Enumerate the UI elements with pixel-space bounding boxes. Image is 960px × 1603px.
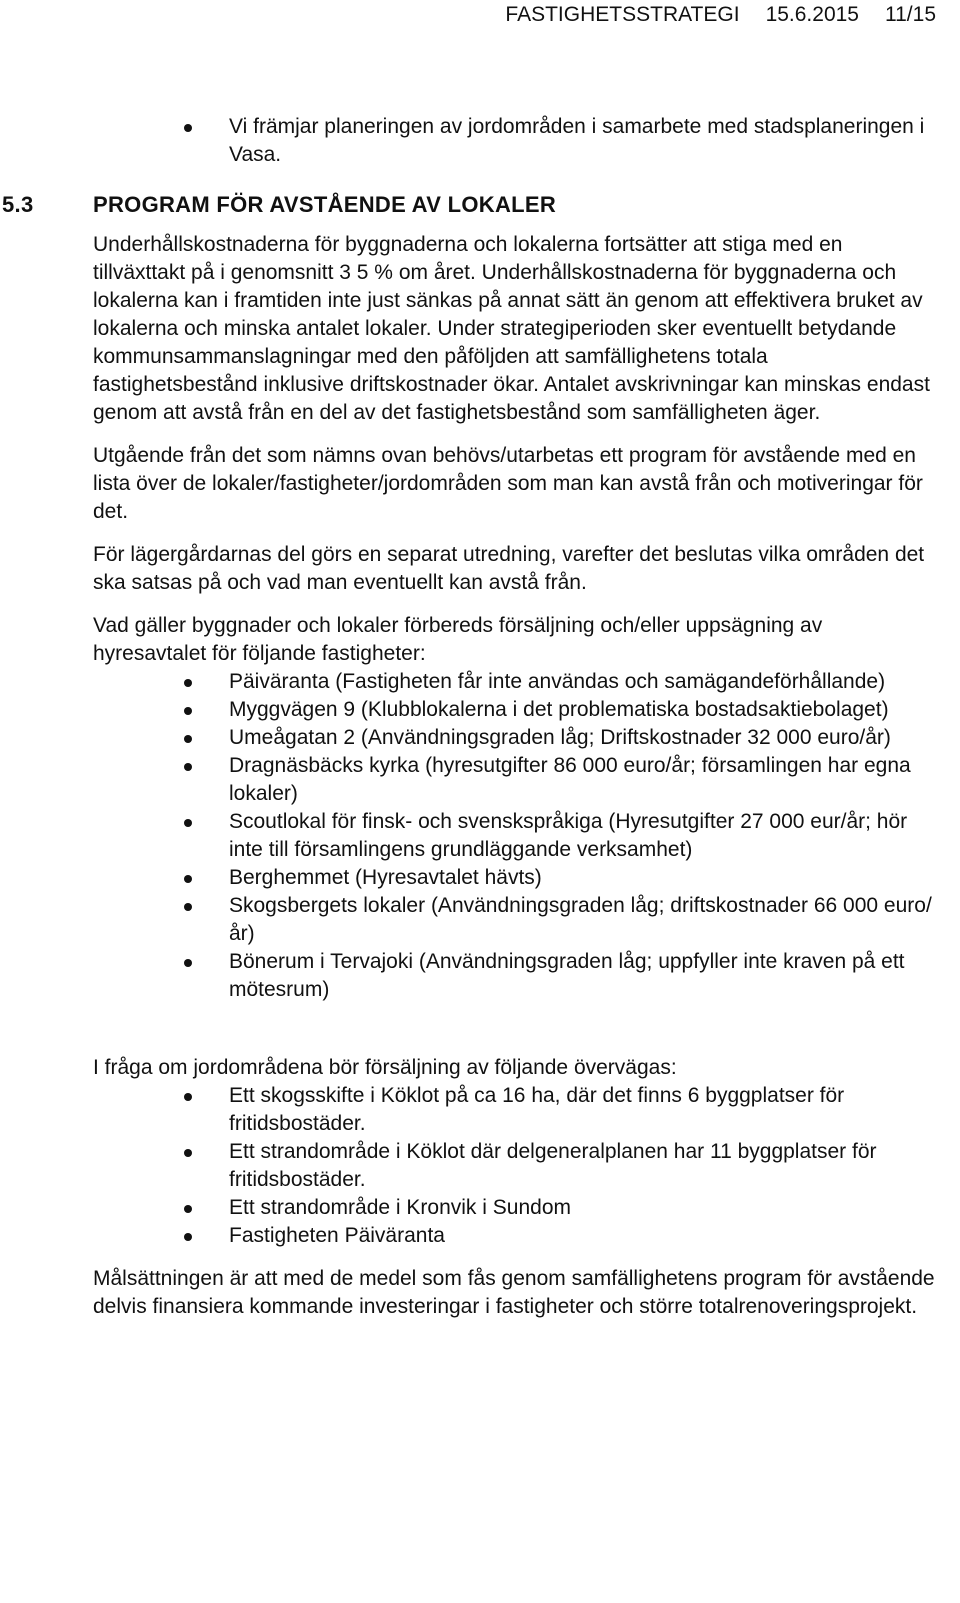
list-item: Scoutlokal för finsk- och svenskspråkiga (Hyresutgifter 27 000 eur/år; hör inte till församlingens grundläggande verksamhet) bbox=[93, 808, 935, 864]
header-title: FASTIGHETSSTRATEGI bbox=[505, 3, 740, 26]
section-heading bbox=[2, 191, 935, 219]
list-item: Ett skogsskifte i Köklot på ca 16 ha, där det finns 6 byggplatser för fritidsbostäder. bbox=[93, 1082, 935, 1138]
list-item: Skogsbergets lokaler (Användningsgraden låg; driftskostnader 66 000 euro/år) bbox=[93, 892, 935, 948]
list-item: Vi främjar planeringen av jordområden i samarbete med stadsplaneringen i Vasa. bbox=[93, 113, 935, 169]
page-header bbox=[505, 2, 936, 28]
paragraph-buildings-intro: Vad gäller byggnader och lokaler förbereds försäljning och/eller uppsägning av hyresavtalet för följande fastigheter: bbox=[93, 614, 823, 665]
paragraph-land-intro: I fråga om jordområdena bör försäljning av följande övervägas: bbox=[93, 1056, 677, 1079]
paragraph-camp-farms: För lägergårdarnas del görs en separat utredning, varefter det beslutas vilka områden det ska satsas på och vad man eventuellt kan avstå från. bbox=[93, 543, 925, 594]
paragraph-maintenance-costs: Underhållskostnaderna för byggnaderna och lokalerna fortsätter att stiga med en tillväxttakt på i genomsnitt 3 5 % om året. Underhållskostnaderna för byggnaderna och lokalerna kan i framtiden inte just sänkas på annat sätt än genom att effektivera bruket av lokalerna och minska antalet lokaler. Under strategiperioden sker eventuellt betydande kommunsammanslagningar med den påföljden att samfällighetens totala fastighetsbestånd inklusive driftskostnader ökar. Antalet avskrivningar kan minskas endast genom att avstå från en del av det fastighetsbestånd som samfälligheten äger. bbox=[93, 233, 930, 424]
paragraph-program: Utgående från det som nämns ovan behövs/utarbetas ett program för avstående med en lista över de lokaler/fastigheter/jordområden som man kan avstå från och motiveringar för det. bbox=[93, 444, 923, 523]
header-page-number: 11/15 bbox=[885, 3, 936, 26]
section-number: 5.3 bbox=[2, 192, 34, 217]
list-item: Ett strandområde i Kronvik i Sundom bbox=[93, 1194, 935, 1222]
paragraph-closing: Målsättningen är att med de medel som fås genom samfällighetens program för avstående delvis finansiera kommande investeringar i fastigheter och större totalrenoveringsprojekt. bbox=[93, 1267, 935, 1318]
intro-bullet-list bbox=[93, 113, 935, 169]
list-item: Bönerum i Tervajoki (Användningsgraden låg; uppfyller inte kraven på ett mötesrum) bbox=[93, 948, 935, 1004]
buildings-list bbox=[93, 668, 935, 1004]
list-item: Ett strandområde i Köklot där delgeneralplanen har 11 byggplatser för fritidsbostäder. bbox=[93, 1138, 935, 1194]
section-title: PROGRAM FÖR AVSTÅENDE AV LOKALER bbox=[93, 192, 557, 217]
list-item: Myggvägen 9 (Klubblokalerna i det problematiska bostadsaktiebolaget) bbox=[93, 696, 935, 724]
list-item: Päiväranta (Fastigheten får inte användas och samägandeförhållande) bbox=[93, 668, 935, 696]
document-body bbox=[2, 113, 935, 1321]
list-item: Berghemmet (Hyresavtalet hävts) bbox=[93, 864, 935, 892]
header-date: 15.6.2015 bbox=[765, 3, 859, 26]
list-item: Umeågatan 2 (Användningsgraden låg; Driftskostnader 32 000 euro/år) bbox=[93, 724, 935, 752]
list-item: Dragnäsbäcks kyrka (hyresutgifter 86 000 euro/år; församlingen har egna lokaler) bbox=[93, 752, 935, 808]
land-list bbox=[93, 1082, 935, 1250]
list-item: Fastigheten Päiväranta bbox=[93, 1222, 935, 1250]
